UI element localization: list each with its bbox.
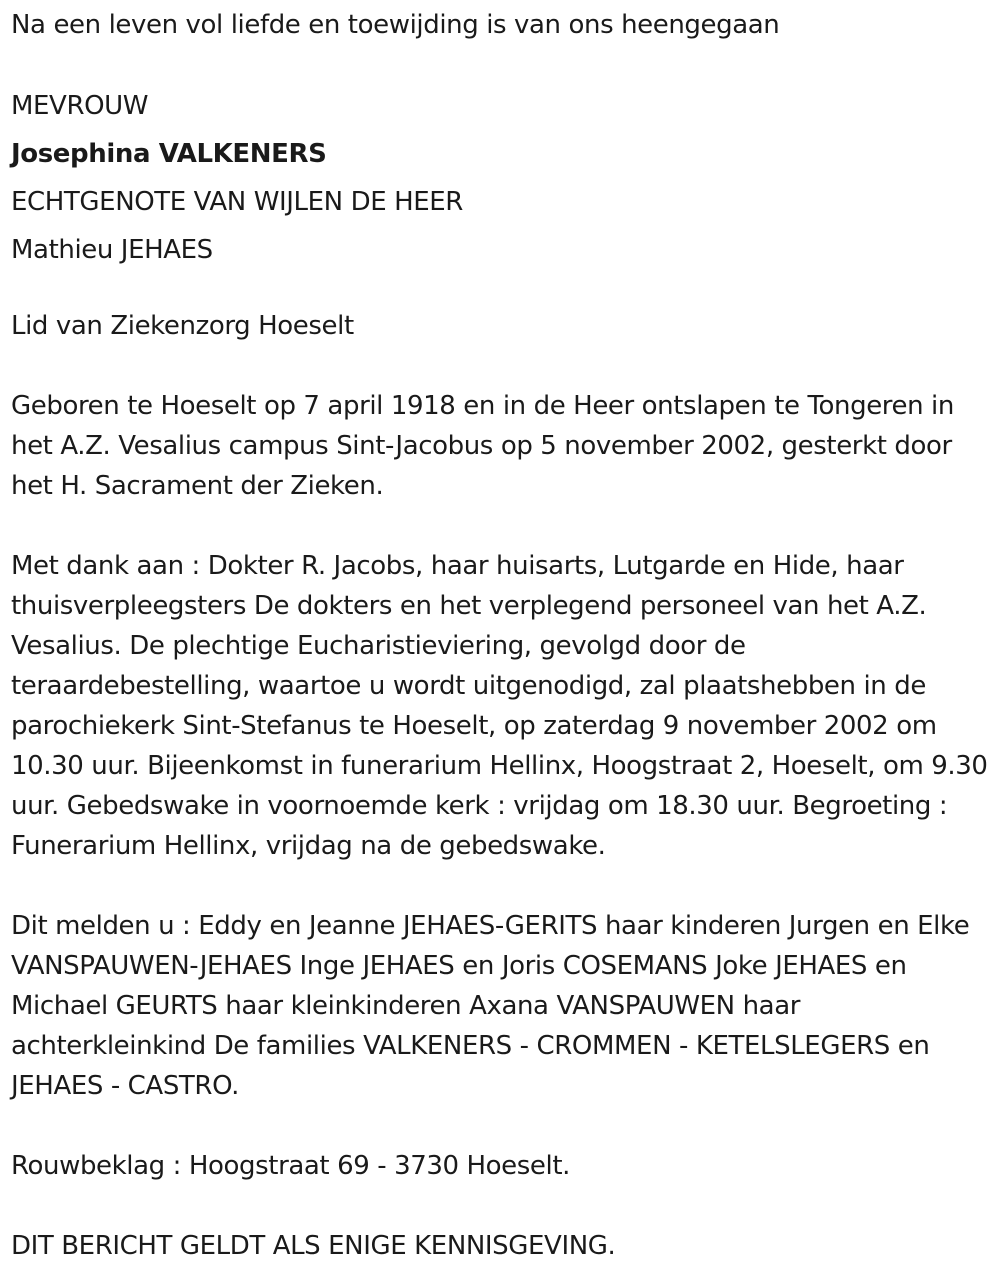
deceased-heading (11, 82, 991, 274)
membership-line: Lid van Ziekenzorg Hoeselt (11, 311, 354, 341)
spacer (11, 1186, 991, 1226)
spacer (11, 866, 991, 906)
spouse-name: Mathieu JEHAES (11, 235, 213, 265)
death-notice (11, 0, 991, 1266)
thanks-ceremony-paragraph: Met dank aan : Dokter R. Jacobs, haar huisarts, Lutgarde en Hide, haar thuisverpleegsters De dokters en het verplegend personeel van het A.Z. Vesalius. De plechtige Eucharistieviering, gevolgd door de teraardebestelling, waartoe u wordt uitgenodigd, zal plaatshebben in de parochiekerk Sint-Stefanus te Hoeselt, op zaterdag 9 november 2002 om 10.30 uur. Bijeenkomst in funerarium Hellinx, Hoogstraat 2, Hoeselt, om 9.30 uur. Gebedswake in voornoemde kerk : vrijdag om 18.30 uur. Begroeting : Funerarium Hellinx, vrijdag na de gebedswake. (11, 551, 988, 861)
family-paragraph: Dit melden u : Eddy en Jeanne JEHAES-GERITS haar kinderen Jurgen en Elke VANSPAUWEN-JEHAES Inge JEHAES en Joris COSEMANS Joke JEHAES en Michael GEURTS haar kleinkinderen Axana VANSPAUWEN haar achterkleinkind De families VALKENERS - CROMMEN - KETELSLEGERS en JEHAES - CASTRO. (11, 911, 970, 1101)
spouse-label: ECHTGENOTE VAN WIJLEN DE HEER (11, 187, 463, 217)
intro-line: Na een leven vol liefde en toewijding is van ons heengegaan (11, 10, 780, 40)
spacer (11, 506, 991, 546)
closing-line: DIT BERICHT GELDT ALS ENIGE KENNISGEVING. (11, 1231, 616, 1261)
spacer (11, 274, 991, 306)
birth-death-paragraph: Geboren te Hoeselt op 7 april 1918 en in de Heer ontslapen te Tongeren in het A.Z. Vesalius campus Sint-Jacobus op 5 november 2002, gesterkt door het H. Sacrament der Zieken. (11, 391, 954, 501)
spacer (11, 346, 991, 386)
deceased-name: Josephina VALKENERS (11, 139, 327, 169)
condolence-address: Rouwbeklag : Hoogstraat 69 - 3730 Hoeselt. (11, 1151, 570, 1181)
spacer (11, 1106, 991, 1146)
spacer (11, 50, 991, 82)
title-prefix: MEVROUW (11, 91, 149, 121)
